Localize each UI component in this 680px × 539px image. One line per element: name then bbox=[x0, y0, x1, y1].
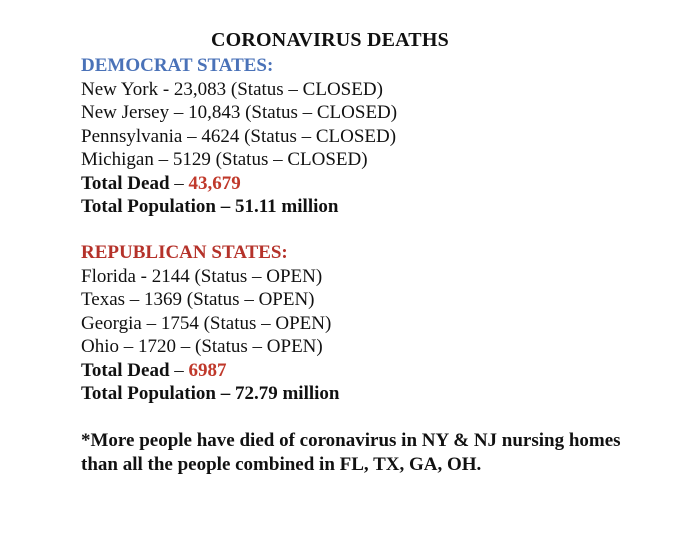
democrat-section bbox=[81, 54, 641, 219]
republican-total-dead-label: Total Dead bbox=[81, 359, 170, 381]
democrat-total-dead bbox=[81, 172, 641, 196]
republican-heading: REPUBLICAN STATES: bbox=[81, 242, 288, 263]
democrat-total-dead-label: Total Dead bbox=[81, 172, 170, 194]
democrat-total-population bbox=[81, 195, 641, 219]
page-title: CORONAVIRUS DEATHS bbox=[211, 29, 449, 51]
republican-state-georgia: Georgia – 1754 (Status – OPEN) bbox=[81, 312, 332, 334]
democrat-total-dead-value: 43,679 bbox=[188, 172, 241, 194]
republican-state-ohio: Ohio – 1720 – (Status – OPEN) bbox=[81, 336, 323, 357]
democrat-total-population-value: – 51.11 million bbox=[215, 196, 339, 217]
republican-state-texas: Texas – 1369 (Status – OPEN) bbox=[81, 289, 315, 310]
democrat-heading: DEMOCRAT STATES: bbox=[81, 55, 274, 76]
democrat-state-new-york: New York - 23,083 (Status – CLOSED) bbox=[81, 78, 383, 100]
democrat-state-michigan: Michigan – 5129 (Status – CLOSED) bbox=[81, 149, 368, 170]
republican-total-dead-value: 6987 bbox=[188, 359, 227, 381]
republican-total-population bbox=[81, 382, 641, 406]
democrat-total-population-label: Total Population bbox=[81, 196, 216, 217]
republican-section bbox=[81, 241, 641, 406]
republican-total-dead bbox=[81, 359, 641, 383]
democrat-state-pennsylvania: Pennsylvania – 4624 (Status – CLOSED) bbox=[81, 125, 397, 147]
republican-total-population-value: – 72.79 million bbox=[215, 383, 340, 404]
democrat-state-new-jersey: New Jersey – 10,843 (Status – CLOSED) bbox=[81, 102, 398, 123]
democrat-total-dead-separator: – bbox=[169, 172, 189, 194]
republican-total-dead-separator: – bbox=[169, 359, 189, 381]
republican-total-population-label: Total Population bbox=[81, 383, 216, 404]
republican-state-florida: Florida - 2144 (Status – OPEN) bbox=[81, 265, 323, 287]
footnote: *More people have died of coronavirus in NY & NJ nursing homes than all the people combined in FL, TX, GA, OH. bbox=[81, 430, 621, 475]
